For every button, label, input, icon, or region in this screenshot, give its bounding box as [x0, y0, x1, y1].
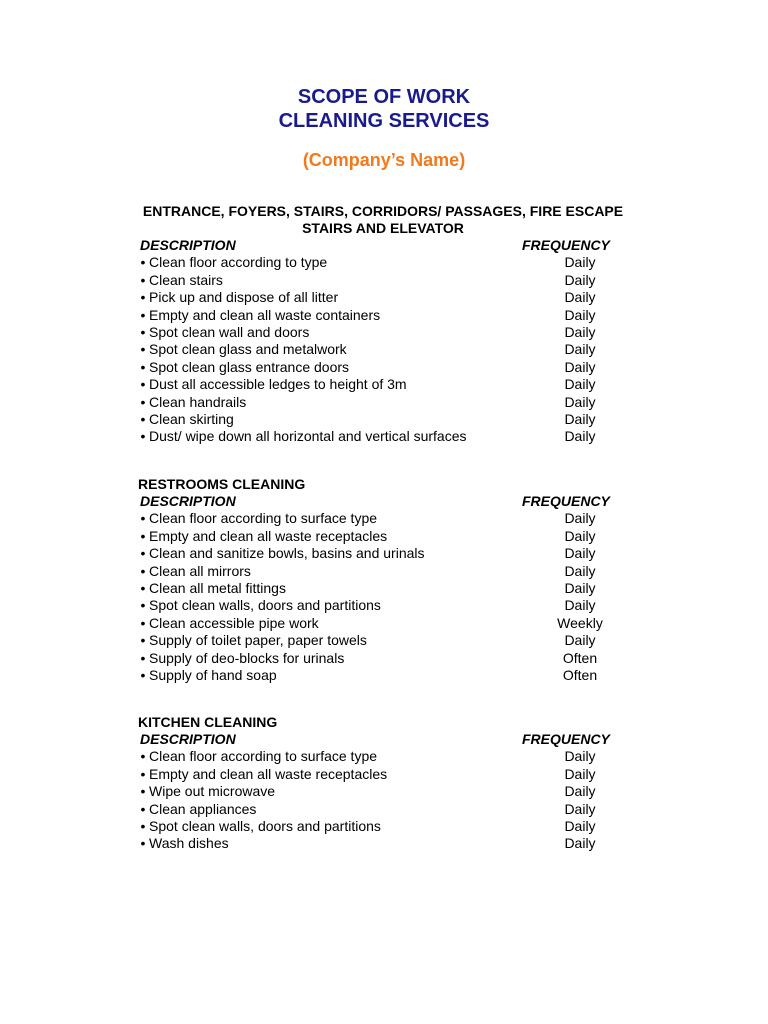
task-row — [138, 254, 638, 271]
task-row — [138, 359, 638, 376]
task-frequency: Often — [562, 666, 598, 683]
task-frequency: Daily — [564, 748, 596, 765]
description-column-header: DESCRIPTION — [140, 237, 236, 253]
task-frequency: Daily — [564, 545, 596, 562]
bullet-icon: • — [140, 649, 146, 666]
bullet-icon: • — [140, 562, 146, 579]
task-row — [138, 289, 638, 306]
task-row — [138, 376, 638, 393]
task-frequency: Daily — [564, 765, 596, 782]
task-frequency: Daily — [564, 428, 596, 445]
task-description: Clean floor according to surface type — [149, 748, 378, 765]
task-description: Clean accessible pipe work — [149, 614, 319, 631]
task-description: Empty and clean all waste containers — [149, 306, 381, 323]
section-kitchen — [138, 714, 638, 853]
task-frequency: Daily — [564, 527, 596, 544]
task-description: Clean floor according to surface type — [149, 510, 378, 527]
bullet-icon: • — [140, 800, 146, 817]
task-row — [138, 563, 638, 580]
bullet-icon: • — [140, 323, 146, 340]
bullet-icon: • — [140, 341, 146, 358]
task-frequency: Daily — [564, 393, 596, 410]
task-description: Clean skirting — [149, 410, 234, 427]
task-frequency: Daily — [564, 800, 596, 817]
task-frequency: Daily — [564, 783, 596, 800]
frequency-column-header: FREQUENCY — [522, 731, 610, 747]
task-description: Clean stairs — [149, 271, 223, 288]
task-row — [138, 632, 638, 649]
section-heading-line1: ENTRANCE, FOYERS, STAIRS, CORRIDORS/ PASSAGES, FIRE ESCAPE — [142, 203, 624, 219]
bullet-icon: • — [140, 748, 146, 765]
task-frequency: Daily — [564, 597, 596, 614]
task-frequency: Daily — [564, 579, 596, 596]
task-frequency: Daily — [564, 271, 596, 288]
task-row — [138, 272, 638, 289]
task-row — [138, 667, 638, 684]
section-heading: KITCHEN CLEANING — [138, 714, 278, 730]
company-name: (Company’s Name) — [302, 150, 466, 170]
task-row — [138, 307, 638, 324]
task-list — [138, 510, 638, 684]
section-heading-line2: STAIRS AND ELEVATOR — [302, 220, 464, 236]
task-description: Clean handrails — [149, 393, 247, 410]
task-frequency: Weekly — [557, 614, 603, 631]
column-headers — [138, 493, 638, 510]
task-description: Spot clean glass and metalwork — [149, 341, 347, 358]
task-row — [138, 528, 638, 545]
task-description: Clean all metal fittings — [149, 579, 286, 596]
task-description: Clean and sanitize bowls, basins and urinals — [149, 545, 425, 562]
bullet-icon: • — [140, 376, 146, 393]
description-column-header: DESCRIPTION — [140, 493, 236, 509]
task-row — [138, 597, 638, 614]
task-row — [138, 510, 638, 527]
task-frequency: Often — [562, 649, 598, 666]
task-list — [138, 254, 638, 445]
bullet-icon: • — [140, 527, 146, 544]
bullet-icon: • — [140, 579, 146, 596]
task-row — [138, 428, 638, 445]
task-description: Clean all mirrors — [149, 562, 251, 579]
task-description: Spot clean wall and doors — [149, 323, 310, 340]
task-description: Empty and clean all waste receptacles — [149, 527, 388, 544]
task-frequency: Daily — [564, 510, 596, 527]
task-description: Pick up and dispose of all litter — [149, 289, 339, 306]
task-row — [138, 650, 638, 667]
task-description: Spot clean walls, doors and partitions — [149, 597, 381, 614]
task-frequency: Daily — [564, 562, 596, 579]
bullet-icon: • — [140, 765, 146, 782]
bullet-icon: • — [140, 510, 146, 527]
document-title-line1: SCOPE OF WORK — [297, 86, 471, 108]
task-description: Spot clean glass entrance doors — [149, 358, 350, 375]
description-column-header: DESCRIPTION — [140, 731, 236, 747]
task-row — [138, 411, 638, 428]
task-frequency: Daily — [564, 376, 596, 393]
task-description: Supply of hand soap — [149, 666, 277, 683]
section-restrooms — [138, 476, 638, 684]
task-row — [138, 766, 638, 783]
task-description: Dust all accessible ledges to height of 3m — [149, 376, 407, 393]
task-frequency: Daily — [564, 323, 596, 340]
task-frequency: Daily — [564, 632, 596, 649]
task-description: Clean floor according to type — [149, 254, 328, 271]
bullet-icon: • — [140, 783, 146, 800]
task-description: Wash dishes — [149, 835, 229, 852]
task-description: Wipe out microwave — [149, 783, 276, 800]
task-row — [138, 615, 638, 632]
task-frequency: Daily — [564, 254, 596, 271]
task-list — [138, 748, 638, 852]
task-row — [138, 801, 638, 818]
frequency-column-header: FREQUENCY — [522, 493, 610, 509]
bullet-icon: • — [140, 428, 146, 445]
task-row — [138, 748, 638, 765]
bullet-icon: • — [140, 614, 146, 631]
task-row — [138, 341, 638, 358]
task-frequency: Daily — [564, 306, 596, 323]
bullet-icon: • — [140, 632, 146, 649]
task-description: Supply of deo-blocks for urinals — [149, 649, 345, 666]
task-row — [138, 545, 638, 562]
bullet-icon: • — [140, 358, 146, 375]
task-frequency: Daily — [564, 341, 596, 358]
bullet-icon: • — [140, 817, 146, 834]
task-row — [138, 324, 638, 341]
task-row — [138, 394, 638, 411]
column-headers — [138, 731, 638, 748]
task-frequency: Daily — [564, 289, 596, 306]
task-description: Spot clean walls, doors and partitions — [149, 817, 381, 834]
section-entrance — [138, 203, 638, 446]
bullet-icon: • — [140, 545, 146, 562]
bullet-icon: • — [140, 393, 146, 410]
task-frequency: Daily — [564, 358, 596, 375]
bullet-icon: • — [140, 306, 146, 323]
task-description: Clean appliances — [149, 800, 257, 817]
document-title-line2: CLEANING SERVICES — [278, 110, 490, 132]
task-description: Supply of toilet paper, paper towels — [149, 632, 367, 649]
bullet-icon: • — [140, 271, 146, 288]
task-description: Empty and clean all waste receptacles — [149, 765, 388, 782]
column-headers — [138, 237, 638, 254]
task-frequency: Daily — [564, 835, 596, 852]
task-description: Dust/ wipe down all horizontal and vertical surfaces — [149, 428, 467, 445]
frequency-column-header: FREQUENCY — [522, 237, 610, 253]
bullet-icon: • — [140, 254, 146, 271]
task-row — [138, 818, 638, 835]
bullet-icon: • — [140, 666, 146, 683]
bullet-icon: • — [140, 597, 146, 614]
bullet-icon: • — [140, 835, 146, 852]
task-row — [138, 580, 638, 597]
bullet-icon: • — [140, 410, 146, 427]
task-row — [138, 835, 638, 852]
task-frequency: Daily — [564, 410, 596, 427]
section-heading: RESTROOMS CLEANING — [138, 476, 306, 492]
task-row — [138, 783, 638, 800]
task-frequency: Daily — [564, 817, 596, 834]
bullet-icon: • — [140, 289, 146, 306]
